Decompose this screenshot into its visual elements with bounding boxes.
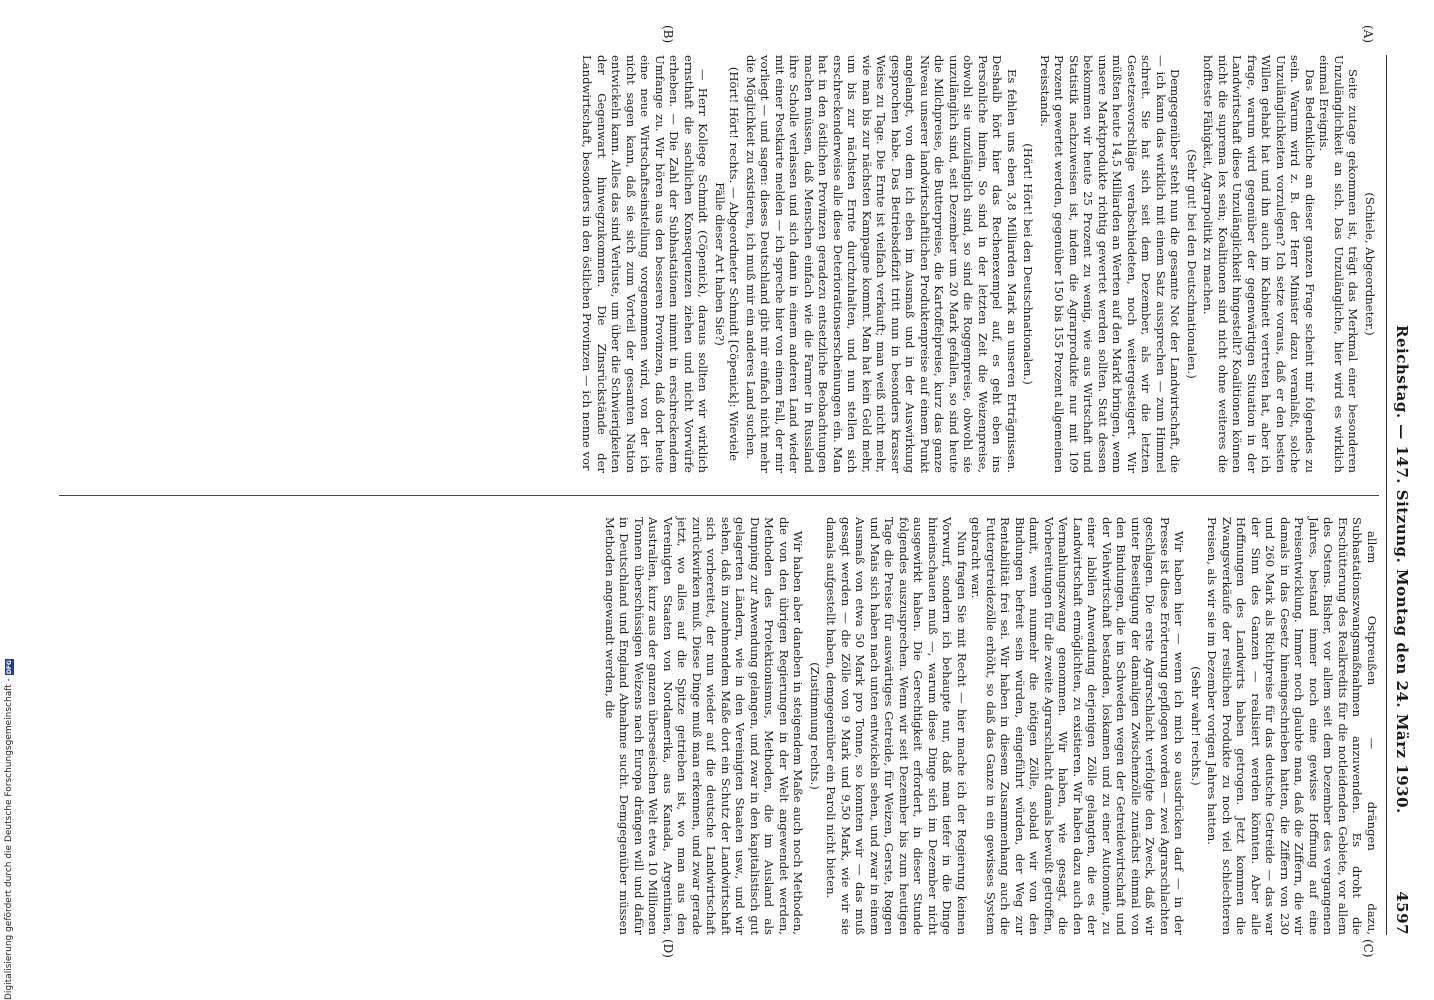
paragraph: Seite zutage gekommen ist, trägt das Merkmal einer besonderen Unzulänglichkeit an sich. Das Unzulängliche, hier wird es wirklich einmal Ereignis.	[1317, 55, 1361, 473]
paragraph: Nun fragen Sie mit Recht — hier mache ich der Regierung keinen Vorwurf, sondern ich behaupte nur, daß man tiefer in die Dinge hineinschauen muß —, warum diese Dinge sich im Dezember nicht ausgewirkt haben. Die Gerechtigkeit erfordert, in dieser Stunde folgendes auszusprechen. Wenn wir seit Dezember bis zum heutigen Tage die Preise für auswärtiges Getreide, für Weizen, Gerste, Roggen und Mais sich haben nach unten entwickeln sehen, und zwar in einem Ausmaß von etwa 50 Mark pro Tonne, so konnten wir — das muß gesagt werden — die Zölle von 9 Mark und 9,50 Mark, wie wir sie damals aufgestellt haben, demgegenüber ein Paroli nicht bieten.	[824, 517, 969, 935]
paragraph: Wir haben hier — wenn ich mich so ausdrücken darf — in der Presse ist diese Erörterung gepflogen worden — zwei Agrarschlachten geschlagen. Die erste Agrarschlacht verfolgte den Zweck, daß wir unter Beseitigung der damaligen Zwischenzölle zunächst einmal von den Bindungen, die im Schweden wegen der Getreidewirtschaft und der Viehwirtschaft bestanden, loskamen und zu einer Autonomie, zu einer labilen Anwendung derjenigen Zölle gelangten, die es der Landwirtschaft ermöglichten, zu existieren. Wir haben dazu auch den Vermahlungszwang genommen. Wir haben, wie gesagt, die Vorbereitungen für die zweite Agrarschlacht damals bewußt getroffen, damit, wenn nunmehr die nötigen Zölle, sobald wir von den Bindungen befreit sein würden, eingeführt würden, der Weg zur Rentabilität frei sei. Wir haben in diesem Zusammenhang auch die Futtergetreidezölle erhöht, so daß das Ganze in ein gewisses System gebracht war.	[969, 517, 1187, 935]
right-column	[603, 517, 1380, 935]
header-rule	[1386, 55, 1387, 935]
credit-text: Digitalisierung gefördert durch die Deutsche Forschungsgemeinschaft -	[4, 678, 14, 1000]
paragraph: Es fehlen uns eben 3,8 Milliarden Mark an unseren Erträgnissen. Deshalb hört hier das Rechenexempel auf, es geht eben ins Persönliche hinein. So sind in der letzten Zeit die Weizenpreise, obwohl sie unzulänglich sind, so sind die Roggenpreise, obwohl sie unzulänglich sind, seit Dezember um 20 Mark gefallen, so sind heute die Milchpreise, die Butterpreise, die Kartoffelpreise, kurz das ganze Niveau unserer landwirtschaftlichen Produktenpreise auf einem Punkt angelangt, von dem ich eben im Ausmaß und in der Auswirkung gesprochen habe. Das Betriebsdefizit tritt nun in besonders krasser Weise zu Tage. Die Ernte ist vielfach verkauft; man weiß nicht mehr, wie man bis zur nächsten Kampagne kommt. Man hat kein Geld mehr, um bis zur nächsten Ernte durchzuhalten, und nun stellen sich erschreckenderweise alle diese Deteriorationserscheinungen ein. Man hat in den östlichen Provinzen geradezu entsetzliche Beobachtungen machen müssen, daß Menschen einfach wie die Farmer in Russland ihre Scholle verlassen und sich dann in einem anderen Land wieder mit einer Postkarte melden — ich spreche hier von einem Fall, der mir vorliegt — und sagen: dieses Deutschland gibt mir einfach nicht mehr die Möglichkeit zu existieren, ich muß mir ein anderes Land suchen.	[744, 55, 1019, 473]
column-divider	[59, 495, 1379, 496]
header-title: Reichstag. — 147. Sitzung. Montag den 24. März 1930.	[1393, 325, 1411, 814]
paragraph: Wir haben aber daneben in steigendem Maße auch noch Methoden, die von den übrigen Regierungen in der Welt angewendet werden, Methoden des Protektionismus, Methoden, die im Ausland als Dumping zur Anwendung gelangen, und zwar in den kapitalistisch gut gelagerten Ländern, wie in den Vereinigten Staaten usw., und wir sehen, daß in zunehmendem Maße dort ein Schutz der Landwirtschaft sich vorbereitet, der nun wieder auf die deutsche Landwirtschaft zurückwirken muß. Diese Dinge muß man erkennen, und zwar gerade jetzt, wo alles auf die Spitze getrieben ist, wo man aus den Vereinigten Staaten von Nordamerika, aus Kanada, Argentinien, Australien, kurz aus der ganzen überseeischen Welt etwa 10 Millionen Tonnen überschüssigen Weizens nach Europa drängen will und dafür in Deutschland und England Abnahme sucht. Demgegenüber müssen Methoden angewandt werden, die	[603, 517, 806, 935]
speaker-line: (Schiele, Abgeordneter.)	[1363, 192, 1377, 336]
interjection: (Sehr gut! bei den Deutschnationalen.)	[1185, 149, 1199, 379]
digitization-credit	[4, 659, 14, 1000]
dfg-logo-icon: DFG	[5, 660, 13, 675]
paragraph: Demgegenüber steht nun die gesamte Not der Landwirtschaft, die — ich kann das wirklich mit einem Satz aussprechen — zum Himmel schreit. Sie hat sich seit dem Dezember, als wir die letzten Gesetzesvorschläge verabschiedeten, noch weitergesteigert. Wir müßten heute 14,5 Milliarden an Werten auf den Markt bringen, wenn unsere Marktprodukte richtig gewertet werden sollten. Statt dessen bekommen wir heute 25 Prozent zu wenig, wie aus Wirtschaft und Statistik nachzuweisen ist, indem die Agrarprodukte nur mit 109 Prozent gewertet werden, gegenüber 150 bis 155 Prozent allgemeinen Preisstands.	[1038, 55, 1183, 473]
interjection: (Hört! Hört! bei den Deutschnationalen.)	[1021, 143, 1036, 385]
interjection: (Hört! Hört! rechts. — Abgeordneter Schmidt [Cöpenick]: Wieviele Fälle dieser Art haben Sie?)	[713, 66, 742, 462]
paragraph: allem Ostpreußen — drängen dazu, Subhastationszwangsmaßnahmen anzuwenden. Es droht die Erschütterung des Realkredits für die notleidenden Gebiete, vor allem des Ostens. Bisher, vor allem seit dem Dezember des vergangenen Jahres, bestand immer noch eine gewisse Hoffnung auf eine Preisentwicklung. Immer noch glaubte man, daß die Ziffern, die wir damals in das Gesetz hineingeschrieben hatten, die Ziffern von 230 und 260 Mark als Richtpreise für das deutsche Getreide — das war der Sinn des Ganzen — realisiert werden könnten. Aber alle Hoffnungen des Landwirts haben getrogen. Jetzt kommen die Zwangsverkäufe der restlichen Produkte zu noch viel schlechteren Preisen, als wir sie im Dezember vorigen Jahres hatten.	[1205, 517, 1379, 935]
margin-mark-d: (D)	[661, 939, 675, 958]
interjection: (Sehr wahr! rechts.)	[1189, 666, 1203, 786]
left-column	[580, 55, 1379, 473]
paragraph: — Herr Kollege Schmidt (Cöpenick), daraus sollten wir wirklich ernsthaft die sachlichen Konsequenzen ziehen und nicht Vorwürfe erheben. — Die Zahl der Subhastationen nimmt in erschreckendem Umfange zu. Wir hören aus den besseren Provinzen, daß dort heute eine neue Wirtschaftseinstellung vorgenommen wird, von der ich nicht sagen kann, daß sie sich zum Vorteil der gesamten Nation entwickeln kann. Alles das sind Verluste, um über die Schwierigkeiten der Gegenwart hinwegzukommen. Die Zinsrückstände der Landwirtschaft, besonders in den östlichen Provinzen — ich nenne vor	[580, 55, 711, 473]
interjection: (Zustimmung rechts.)	[808, 662, 822, 790]
paragraph: Das Bedenkliche an dieser ganzen Frage scheint mir folgendes zu sein. Warum wird z. B. der Herr Minister dazu veranlaßt, solche Unzulänglichkeiten vorzulegen? Ich setze voraus, daß er den besten Willen gehabt hat und ihn auch im Kabinett vertreten hat, aber ich frage, warum wird gegenüber der gegenwärtigen Situation in der Landwirtschaft diese Unzulänglichkeit hingestellt? Koalitionen können nicht die suprema lex sein; Koalitionen sind nicht ohne weiteres die hoffteste Fähigkeit, Agrarpolitik zu machen.	[1201, 55, 1317, 473]
margin-mark-c: (C)	[1361, 939, 1375, 958]
margin-mark-a: (A)	[1361, 25, 1375, 44]
rotated-page	[45, 25, 1415, 958]
margin-mark-b: (B)	[661, 25, 675, 44]
page-header	[1385, 55, 1415, 935]
page-number: 4597	[1393, 891, 1411, 935]
